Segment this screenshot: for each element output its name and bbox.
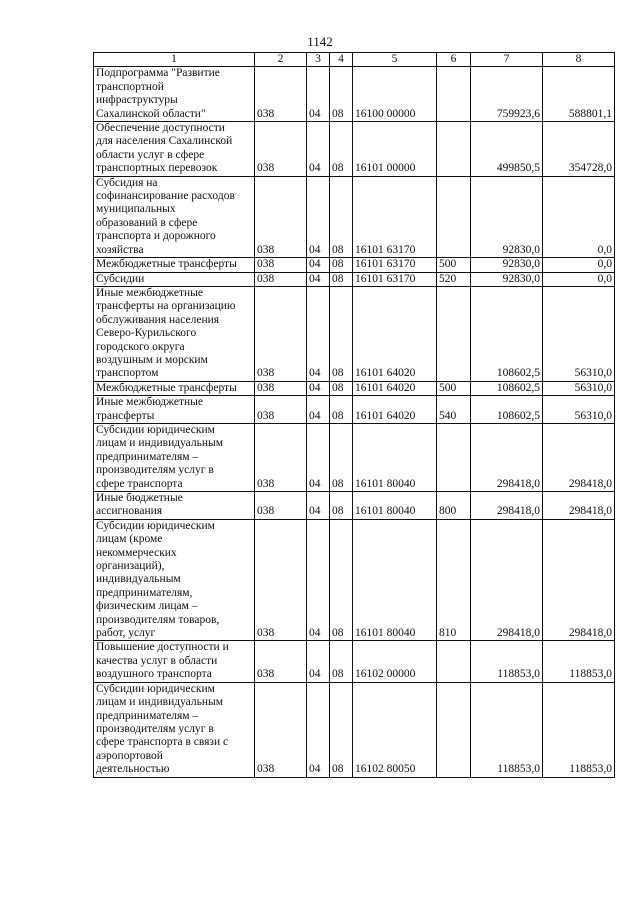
table-row [94,492,615,520]
section-cell: 04 [307,682,330,777]
column-header: 1 [94,53,255,67]
subsection-cell: 08 [330,272,353,286]
expense-type-cell [437,423,471,491]
expense-type-cell: 520 [437,272,471,286]
section-cell: 04 [307,67,330,122]
amount-year1-cell: 499850,5 [471,122,543,177]
target-article-cell: 16101 63170 [353,272,437,286]
amount-year2-cell: 0,0 [543,176,615,257]
expense-type-cell: 500 [437,258,471,272]
row-name-cell: Межбюджетные трансферты [94,258,255,272]
table-row [94,272,615,286]
section-cell: 04 [307,176,330,257]
row-name-cell: Субсидии юридическим лицам и индивидуальным предпринимателям – производителям услуг в сфере транспорта [94,423,255,491]
subsection-cell: 08 [330,396,353,424]
column-header: 4 [330,53,353,67]
target-article-cell: 16101 80040 [353,492,437,520]
section-cell: 04 [307,519,330,641]
amount-year1-cell: 92830,0 [471,258,543,272]
column-header: 2 [255,53,307,67]
column-header: 3 [307,53,330,67]
expense-type-cell: 810 [437,519,471,641]
table-row [94,67,615,122]
table-row [94,176,615,257]
amount-year1-cell: 298418,0 [471,492,543,520]
amount-year1-cell: 108602,5 [471,381,543,395]
expense-type-cell [437,122,471,177]
ministry-code-cell: 038 [255,286,307,381]
table-row [94,423,615,491]
row-name-cell: Субсидии юридическим лицам (кроме некоммерческих организаций), индивидуальным предпринимателям, физическим лицам – производителям товаров, работ, услуг [94,519,255,641]
table-body [94,67,615,777]
amount-year1-cell: 92830,0 [471,272,543,286]
column-header: 5 [353,53,437,67]
section-cell: 04 [307,381,330,395]
table-header-row [94,53,615,67]
expense-type-cell [437,67,471,122]
row-name-cell: Межбюджетные трансферты [94,381,255,395]
ministry-code-cell: 038 [255,122,307,177]
ministry-code-cell: 038 [255,492,307,520]
section-cell: 04 [307,122,330,177]
section-cell: 04 [307,286,330,381]
column-header: 6 [437,53,471,67]
amount-year2-cell: 0,0 [543,258,615,272]
ministry-code-cell: 038 [255,396,307,424]
row-name-cell: Субсидии [94,272,255,286]
expense-type-cell: 800 [437,492,471,520]
column-header: 8 [543,53,615,67]
amount-year1-cell: 298418,0 [471,423,543,491]
amount-year1-cell: 108602,5 [471,396,543,424]
target-article-cell: 16101 64020 [353,396,437,424]
expense-type-cell [437,682,471,777]
target-article-cell: 16101 00000 [353,122,437,177]
amount-year2-cell: 56310,0 [543,381,615,395]
row-name-cell: Подпрограмма "Развитие транспортной инфраструктуры Сахалинской области" [94,67,255,122]
ministry-code-cell: 038 [255,176,307,257]
table-row [94,381,615,395]
page-number: 1142 [307,34,333,49]
amount-year2-cell: 56310,0 [543,396,615,424]
section-cell: 04 [307,423,330,491]
amount-year2-cell: 298418,0 [543,423,615,491]
subsection-cell: 08 [330,519,353,641]
subsection-cell: 08 [330,492,353,520]
amount-year1-cell: 298418,0 [471,519,543,641]
ministry-code-cell: 038 [255,682,307,777]
table-row [94,519,615,641]
amount-year2-cell: 298418,0 [543,492,615,520]
section-cell: 04 [307,396,330,424]
subsection-cell: 08 [330,258,353,272]
subsection-cell: 08 [330,67,353,122]
budget-table [93,52,615,778]
subsection-cell: 08 [330,423,353,491]
ministry-code-cell: 038 [255,519,307,641]
section-cell: 04 [307,641,330,682]
amount-year2-cell: 298418,0 [543,519,615,641]
expense-type-cell [437,641,471,682]
target-article-cell: 16101 80040 [353,423,437,491]
amount-year1-cell: 118853,0 [471,682,543,777]
subsection-cell: 08 [330,641,353,682]
amount-year2-cell: 56310,0 [543,286,615,381]
ministry-code-cell: 038 [255,258,307,272]
subsection-cell: 08 [330,682,353,777]
section-cell: 04 [307,272,330,286]
ministry-code-cell: 038 [255,423,307,491]
section-cell: 04 [307,492,330,520]
expense-type-cell: 500 [437,381,471,395]
expense-type-cell [437,176,471,257]
table-row [94,122,615,177]
row-name-cell: Иные межбюджетные трансферты [94,396,255,424]
expense-type-cell: 540 [437,396,471,424]
section-cell: 04 [307,258,330,272]
target-article-cell: 16101 80040 [353,519,437,641]
table-row [94,396,615,424]
row-name-cell: Субсидии юридическим лицам и индивидуальным предпринимателям – производителям услуг в сфере транспорта в связи с аэропортовой деятельностью [94,682,255,777]
target-article-cell: 16101 63170 [353,258,437,272]
table-row [94,641,615,682]
ministry-code-cell: 038 [255,641,307,682]
target-article-cell: 16101 64020 [353,381,437,395]
amount-year2-cell: 588801,1 [543,67,615,122]
amount-year2-cell: 0,0 [543,272,615,286]
amount-year2-cell: 354728,0 [543,122,615,177]
ministry-code-cell: 038 [255,272,307,286]
table-row [94,258,615,272]
amount-year1-cell: 759923,6 [471,67,543,122]
row-name-cell: Повышение доступности и качества услуг в области воздушного транспорта [94,641,255,682]
amount-year1-cell: 92830,0 [471,176,543,257]
amount-year2-cell: 118853,0 [543,641,615,682]
target-article-cell: 16101 64020 [353,286,437,381]
target-article-cell: 16101 63170 [353,176,437,257]
target-article-cell: 16100 00000 [353,67,437,122]
ministry-code-cell: 038 [255,67,307,122]
row-name-cell: Обеспечение доступности для населения Сахалинской области услуг в сфере транспортных перевозок [94,122,255,177]
table-row [94,286,615,381]
amount-year1-cell: 108602,5 [471,286,543,381]
subsection-cell: 08 [330,381,353,395]
ministry-code-cell: 038 [255,381,307,395]
subsection-cell: 08 [330,286,353,381]
row-name-cell: Субсидия на софинансирование расходов муниципальных образований в сфере транспорта и дорожного хозяйства [94,176,255,257]
subsection-cell: 08 [330,122,353,177]
expense-type-cell [437,286,471,381]
row-name-cell: Иные бюджетные ассигнования [94,492,255,520]
amount-year2-cell: 118853,0 [543,682,615,777]
target-article-cell: 16102 80050 [353,682,437,777]
column-header: 7 [471,53,543,67]
amount-year1-cell: 118853,0 [471,641,543,682]
table-row [94,682,615,777]
target-article-cell: 16102 00000 [353,641,437,682]
subsection-cell: 08 [330,176,353,257]
row-name-cell: Иные межбюджетные трансферты на организацию обслуживания населения Северо-Курильского городского округа воздушным и морским транспортом [94,286,255,381]
